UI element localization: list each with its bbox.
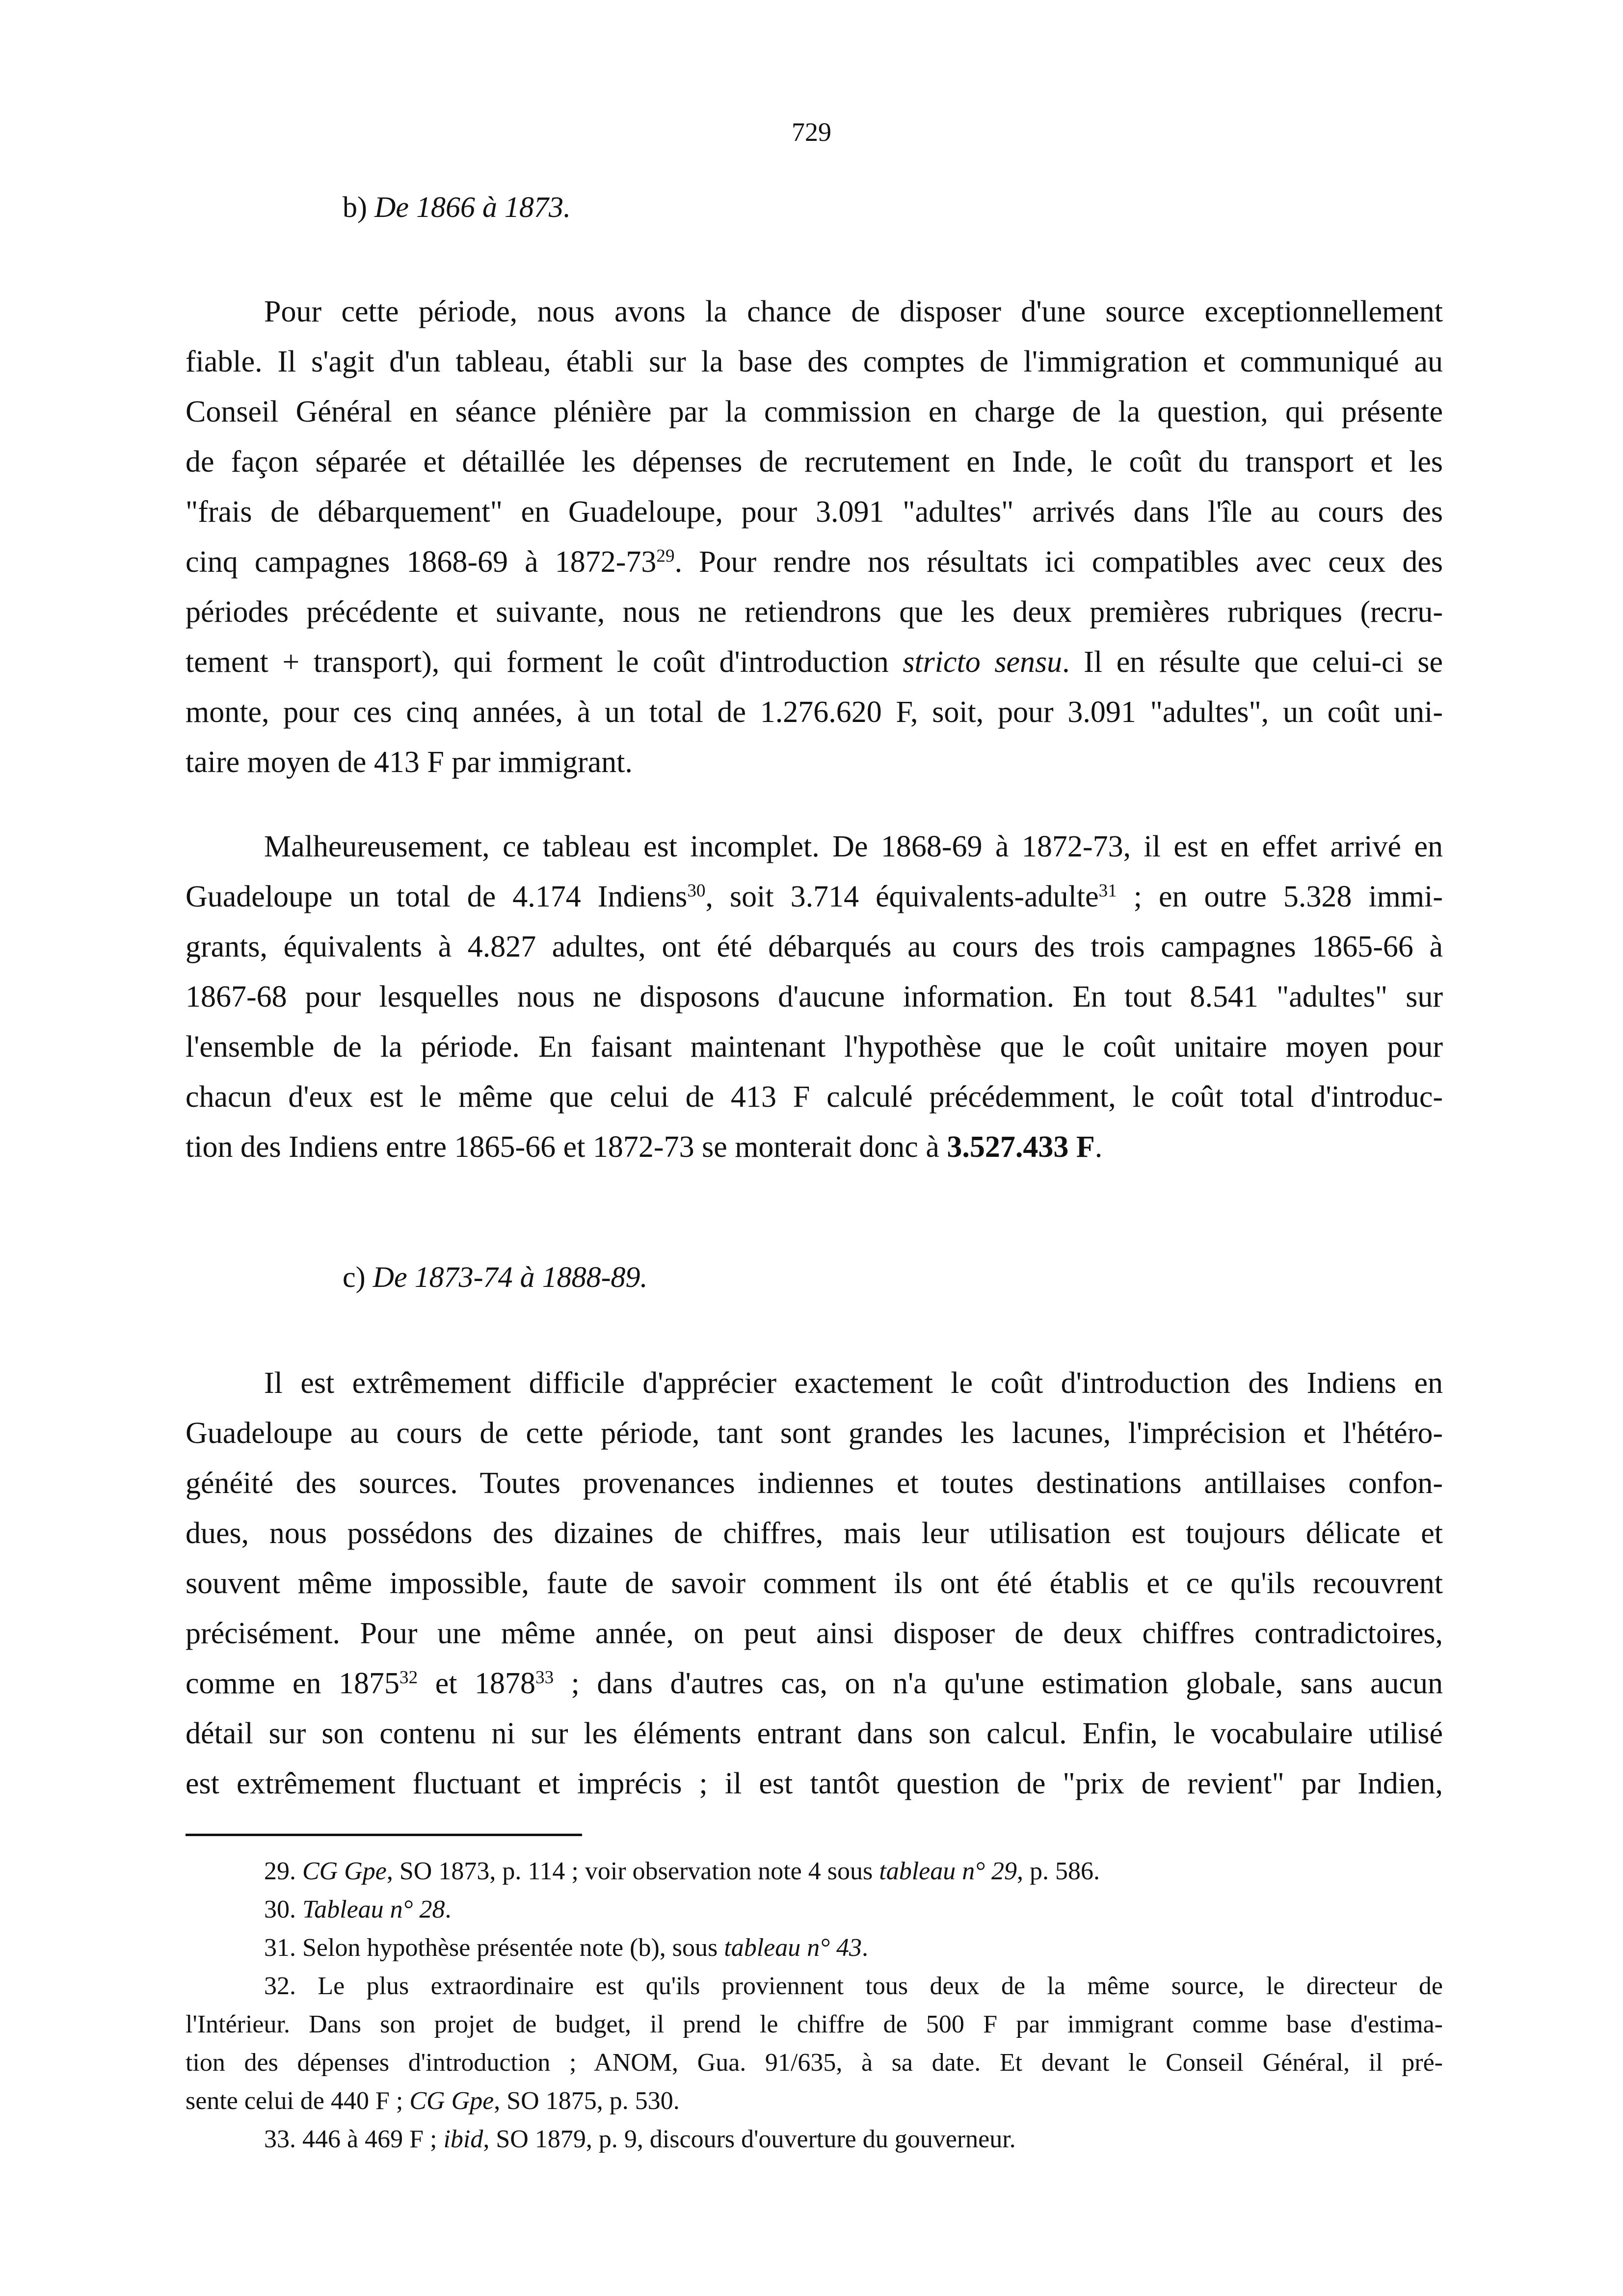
text-line: Conseil Général en séance plénière par la commission en charge de la question, qui présente: [186, 395, 1443, 428]
text-line: Il est extrêmement difficile d'apprécier exactement le coût d'introduction des Indiens en: [264, 1366, 1443, 1400]
footnote-ref-32[interactable]: 32: [399, 1667, 418, 1688]
text-line: chacun d'eux est le même que celui de 413 F calculé précédemment, le coût total d'introduc-: [186, 1080, 1443, 1114]
text-line: taire moyen de 413 F par immigrant.: [186, 746, 633, 779]
italic-term: stricto sensu: [903, 645, 1063, 679]
text-line: [186, 642, 1443, 682]
section-label: b): [343, 191, 367, 223]
text-run: . Pour rendre nos résultats ici compatibles avec ceux des: [674, 545, 1443, 579]
text-line: l'ensemble de la période. En faisant maintenant l'hypothèse que le coût unitaire moyen pour: [186, 1030, 1443, 1064]
footnote-ref-29[interactable]: 29: [656, 546, 675, 566]
text-run: . Il en résulte que celui-ci se: [1062, 645, 1443, 679]
text-line: dues, nous possédons des dizaines de chiffres, mais leur utilisation est toujours délicate et: [186, 1517, 1443, 1550]
text-line: précisément. Pour une même année, on peut ainsi disposer de deux chiffres contradictoires,: [186, 1617, 1443, 1650]
text-line: Guadeloupe au cours de cette période, tant sont grandes les lacunes, l'imprécision et l'hétéro-: [186, 1416, 1443, 1450]
text-run: et 1878: [418, 1667, 535, 1700]
text-line: fiable. Il s'agit d'un tableau, établi sur la base des comptes de l'immigration et communiqué au: [186, 345, 1443, 378]
section-title: De 1866 à 1873.: [374, 191, 571, 223]
footnote-30: 30. Tableau n° 28.: [264, 1896, 452, 1923]
text-line: [186, 1664, 1443, 1703]
text-line: grants, équivalents à 4.827 adultes, ont été débarqués au cours des trois campagnes 1865-66 à: [186, 930, 1443, 963]
footnote-32-cont: tion des dépenses d'introduction ; ANOM, Gua. 91/635, à sa date. Et devant le Conseil Général, il pré-: [186, 2049, 1443, 2077]
text-run: comme en 1875: [186, 1667, 400, 1700]
text-run: , soit 3.714 équivalents-adulte: [705, 880, 1099, 913]
footnote-32-cont: sente celui de 440 F ; CG Gpe, SO 1875, p. 530.: [186, 2087, 680, 2115]
text-run: ; dans d'autres cas, on n'a qu'une estimation globale, sans aucun: [554, 1667, 1443, 1700]
footnote-32: 32. Le plus extraordinaire est qu'ils proviennent tous deux de la même source, le directeur de: [264, 1972, 1443, 2000]
text-run: ; en outre 5.328 immi-: [1117, 880, 1443, 913]
text-line: "frais de débarquement" en Guadeloupe, pour 3.091 "adultes" arrivés dans l'île au cours des: [186, 495, 1443, 529]
text-line: détail sur son contenu ni sur les éléments entrant dans son calcul. Enfin, le vocabulaire utilisé: [186, 1717, 1443, 1750]
section-heading-c: [343, 1260, 648, 1294]
page-number: 729: [792, 117, 831, 147]
footnote-33: 33. 446 à 469 F ; ibid, SO 1879, p. 9, discours d'ouverture du gouverneur.: [264, 2125, 1016, 2153]
text-line: est extrêmement fluctuant et imprécis ; il est tantôt question de "prix de revient" par Indien,: [186, 1767, 1443, 1800]
text-line: [186, 877, 1443, 916]
footnote-32-cont: l'Intérieur. Dans son projet de budget, il prend le chiffre de 500 F par immigrant comme base d'estima-: [186, 2010, 1443, 2038]
text-line: souvent même impossible, faute de savoir comment ils ont été établis et ce qu'ils recouvrent: [186, 1567, 1443, 1600]
text-run: tion des Indiens entre 1865-66 et 1872-73 se monterait donc à: [186, 1130, 947, 1164]
text-line: généité des sources. Toutes provenances indiennes et toutes destinations antillaises confon-: [186, 1467, 1443, 1500]
text-line: périodes précédente et suivante, nous ne retiendrons que les deux premières rubriques (recru-: [186, 595, 1443, 629]
text-line: de façon séparée et détaillée les dépenses de recrutement en Inde, le coût du transport et les: [186, 445, 1443, 479]
text-run: Guadeloupe un total de 4.174 Indiens: [186, 880, 688, 913]
text-line: Pour cette période, nous avons la chance de disposer d'une source exceptionnellement: [264, 295, 1443, 328]
footnote-separator: [186, 1834, 582, 1836]
footnote-ref-30[interactable]: 30: [687, 881, 706, 901]
text-line: Malheureusement, ce tableau est incomplet. De 1868-69 à 1872-73, il est en effet arrivé en: [264, 830, 1443, 863]
text-run: .: [1094, 1130, 1103, 1164]
section-title: De 1873-74 à 1888-89.: [372, 1261, 648, 1293]
text-run: tement + transport), qui forment le coût d'introduction: [186, 645, 903, 679]
text-line: [186, 1127, 1443, 1167]
footnote-31: 31. Selon hypothèse présentée note (b), sous tableau n° 43.: [264, 1934, 869, 1962]
text-line: monte, pour ces cinq années, à un total de 1.276.620 F, soit, pour 3.091 "adultes", un coût uni-: [186, 695, 1443, 729]
total-cost-value: 3.527.433 F: [947, 1130, 1095, 1164]
text-line: [186, 542, 1443, 582]
footnote-29: 29. CG Gpe, SO 1873, p. 114 ; voir observation note 4 sous tableau n° 29, p. 586.: [264, 1857, 1100, 1885]
text-line: 1867-68 pour lesquelles nous ne disposons d'aucune information. En tout 8.541 "adultes" sur: [186, 980, 1443, 1014]
footnote-ref-31[interactable]: 31: [1098, 881, 1117, 901]
text-run: cinq campagnes 1868-69 à 1872-73: [186, 545, 657, 579]
section-label: c): [343, 1261, 366, 1293]
footnote-ref-33[interactable]: 33: [535, 1667, 554, 1688]
section-heading-b: [343, 190, 571, 224]
